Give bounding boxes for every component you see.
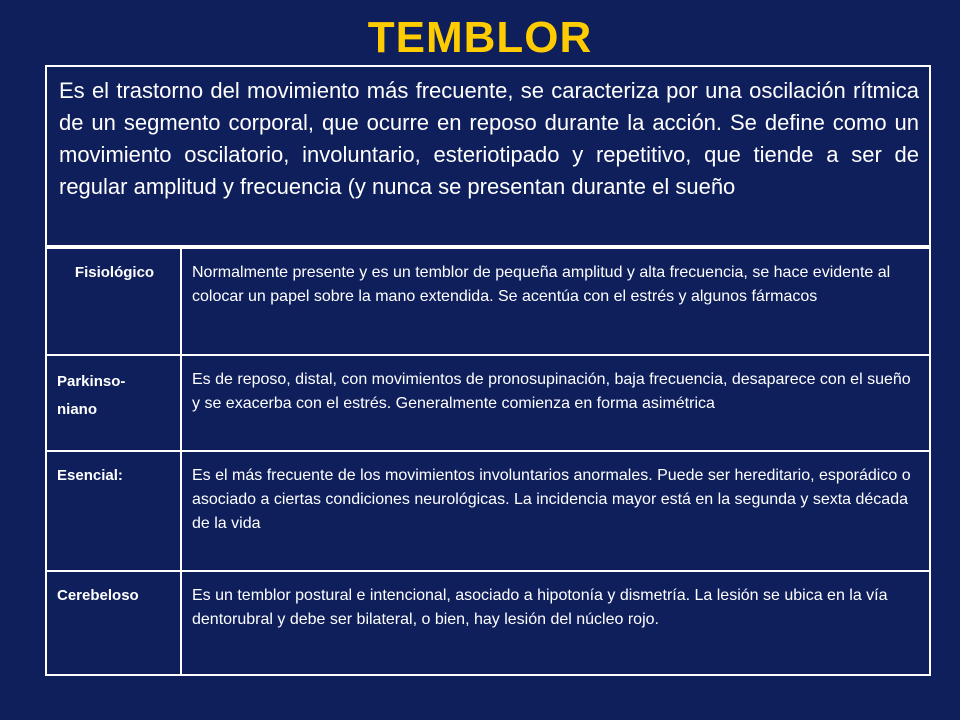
- type-label-cerebeloso: Cerebeloso: [46, 571, 181, 675]
- slide-title: TEMBLOR: [367, 13, 593, 62]
- type-label-fisiologico: Fisiológico: [46, 248, 181, 355]
- table-row: [46, 355, 930, 451]
- type-label-esencial: Esencial:: [46, 451, 181, 571]
- table-row: [46, 248, 930, 355]
- type-description-cerebeloso: Es un temblor postural e intencional, asociado a hipotonía y dismetría. La lesión se ubica en la vía dentorubral y debe ser bilateral, o bien, hay lesión del núcleo rojo.: [181, 571, 930, 675]
- tremor-types-table: [45, 247, 931, 676]
- type-description-parkinsoniano: Es de reposo, distal, con movimientos de pronosupinación, baja frecuencia, desaparece con el sueño y se exacerba con el estrés. Generalmente comienza en forma asimétrica: [181, 355, 930, 451]
- table-row: [46, 571, 930, 675]
- intro-text: Es el trastorno del movimiento más frecuente, se caracteriza por una oscilación rítmica de un segmento corporal, que ocurre en reposo durante la acción. Se define como un movimiento oscilatorio, involuntario, esteriotipado y repetitivo, que tiende a ser de regular amplitud y frecuencia (y nunca se presentan durante el sueño: [59, 78, 919, 199]
- table-row: [46, 451, 930, 571]
- type-label-parkinsoniano-line1: Parkinso-: [57, 373, 126, 390]
- type-label-parkinsoniano-line2: niano: [57, 401, 97, 418]
- type-description-fisiologico: Normalmente presente y es un temblor de pequeña amplitud y alta frecuencia, se hace evidente al colocar un papel sobre la mano extendida. Se acentúa con el estrés y algunos fármacos: [181, 248, 930, 355]
- intro-box: [45, 65, 931, 247]
- type-label-parkinsoniano: [46, 355, 181, 451]
- type-description-esencial: Es el más frecuente de los movimientos involuntarios anormales. Puede ser hereditario, esporádico o asociado a ciertas condiciones neurológicas. La incidencia mayor está en la segunda y sexta década de la vida: [181, 451, 930, 571]
